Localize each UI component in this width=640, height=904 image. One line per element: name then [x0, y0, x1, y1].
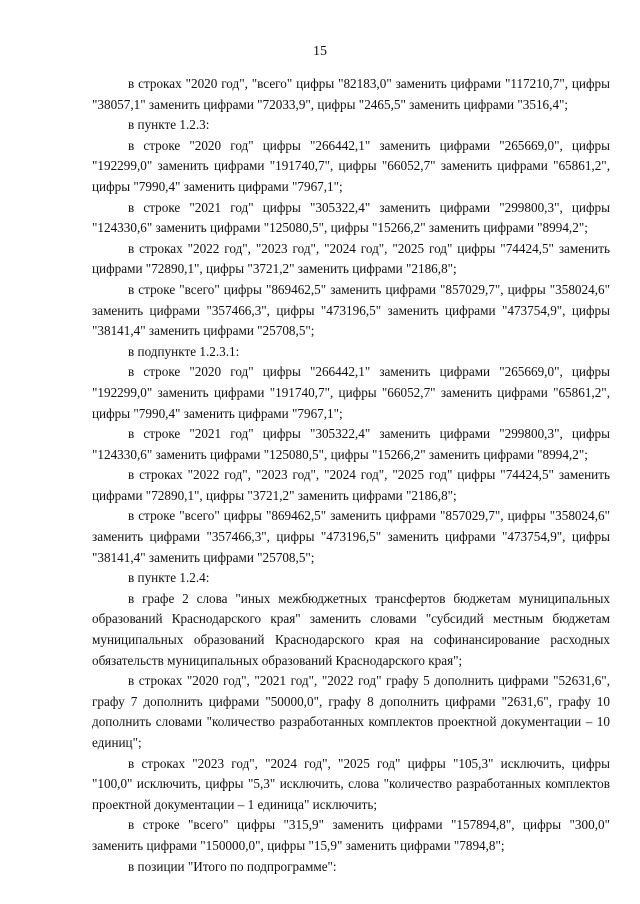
- paragraph: в строке "всего" цифры "315,9" заменить цифрами "157894,8", цифры "300,0" заменить цифрами "150000,0", цифры "15,9" заменить цифрами "7894,8";: [92, 817, 610, 853]
- paragraph: в строке "2021 год" цифры "305322,4" заменить цифрами "299800,3", цифры "124330,6" заменить цифрами "125080,5", цифры "15266,2" заменить цифрами "8994,2";: [92, 426, 610, 462]
- paragraph: в позиции "Итого по подпрограмме":: [128, 858, 337, 874]
- paragraph: в пункте 1.2.4:: [128, 570, 210, 586]
- paragraph: в строках "2022 год", "2023 год", "2024 год", "2025 год" цифры "74424,5" заменить цифрами "72890,1", цифры "3721,2" заменить цифрами "2186,8";: [92, 240, 610, 277]
- paragraph: в строке "2020 год" цифры "266442,1" заменить цифрами "265669,0", цифры "192299,0" заменить цифрами "191740,7", цифры "66052,7" заменить цифрами "65861,2", цифры "7990,4" заменить цифрами "7967,1";: [92, 137, 610, 194]
- paragraph: в подпункте 1.2.3.1:: [128, 343, 240, 359]
- paragraph: в графе 2 слова "иных межбюджетных трансфертов бюджетам муниципальных образований Краснодарского края" заменить словами "субсидий местным бюджетам муниципальных образований Краснодарского края на софинансирование расходных обязательств муниципальных образований Краснодарского края";: [92, 590, 610, 668]
- paragraph: в строках "2020 год", "2021 год", "2022 год" графу 5 дополнить цифрами "52631,6", графу 7 дополнить цифрами "50000,0", графу 8 дополнить цифрами "2631,6", графу 10 дополнить словами "количество разработанных комплектов проектной документации – 10 единиц";: [92, 673, 610, 750]
- paragraph: в строке "2020 год" цифры "266442,1" заменить цифрами "265669,0", цифры "192299,0" заменить цифрами "191740,7", цифры "66052,7" заменить цифрами "65861,2", цифры "7990,4" заменить цифрами "7967,1";: [92, 364, 610, 421]
- paragraph: в строке "2021 год" цифры "305322,4" заменить цифрами "299800,3", цифры "124330,6" заменить цифрами "125080,5", цифры "15266,2" заменить цифрами "8994,2";: [92, 199, 610, 236]
- paragraph: в строках "2020 год", "всего" цифры "82183,0" заменить цифрами "117210,7", цифры "38057,1" заменить цифрами "72033,9", цифры "2465,5" заменить цифрами "3516,4";: [92, 76, 610, 112]
- paragraph: в строке "всего" цифры "869462,5" заменить цифрами "857029,7", цифры "358024,6" заменить цифрами "357466,3", цифры "473196,5" заменить цифрами "473754,9", цифры "38141,4" заменить цифрами "25708,5";: [92, 508, 610, 565]
- paragraph: в строках "2022 год", "2023 год", "2024 год", "2025 год" цифры "74424,5" заменить цифрами "72890,1", цифры "3721,2" заменить цифрами "2186,8";: [92, 467, 610, 503]
- paragraph: в пункте 1.2.3:: [128, 117, 210, 133]
- page-number: 15: [313, 44, 327, 59]
- paragraph: в строках "2023 год", "2024 год", "2025 год" цифры "105,3" исключить, цифры "100,0" исключить, цифры "5,3" исключить, слова "количество разработанных комплектов проектной документации – 1 единица" исключить;: [92, 755, 610, 812]
- paragraph: в строке "всего" цифры "869462,5" заменить цифрами "857029,7", цифры "358024,6" заменить цифрами "357466,3", цифры "473196,5" заменить цифрами "473754,9", цифры "38141,4" заменить цифрами "25708,5";: [92, 281, 610, 339]
- document-body: [92, 74, 610, 877]
